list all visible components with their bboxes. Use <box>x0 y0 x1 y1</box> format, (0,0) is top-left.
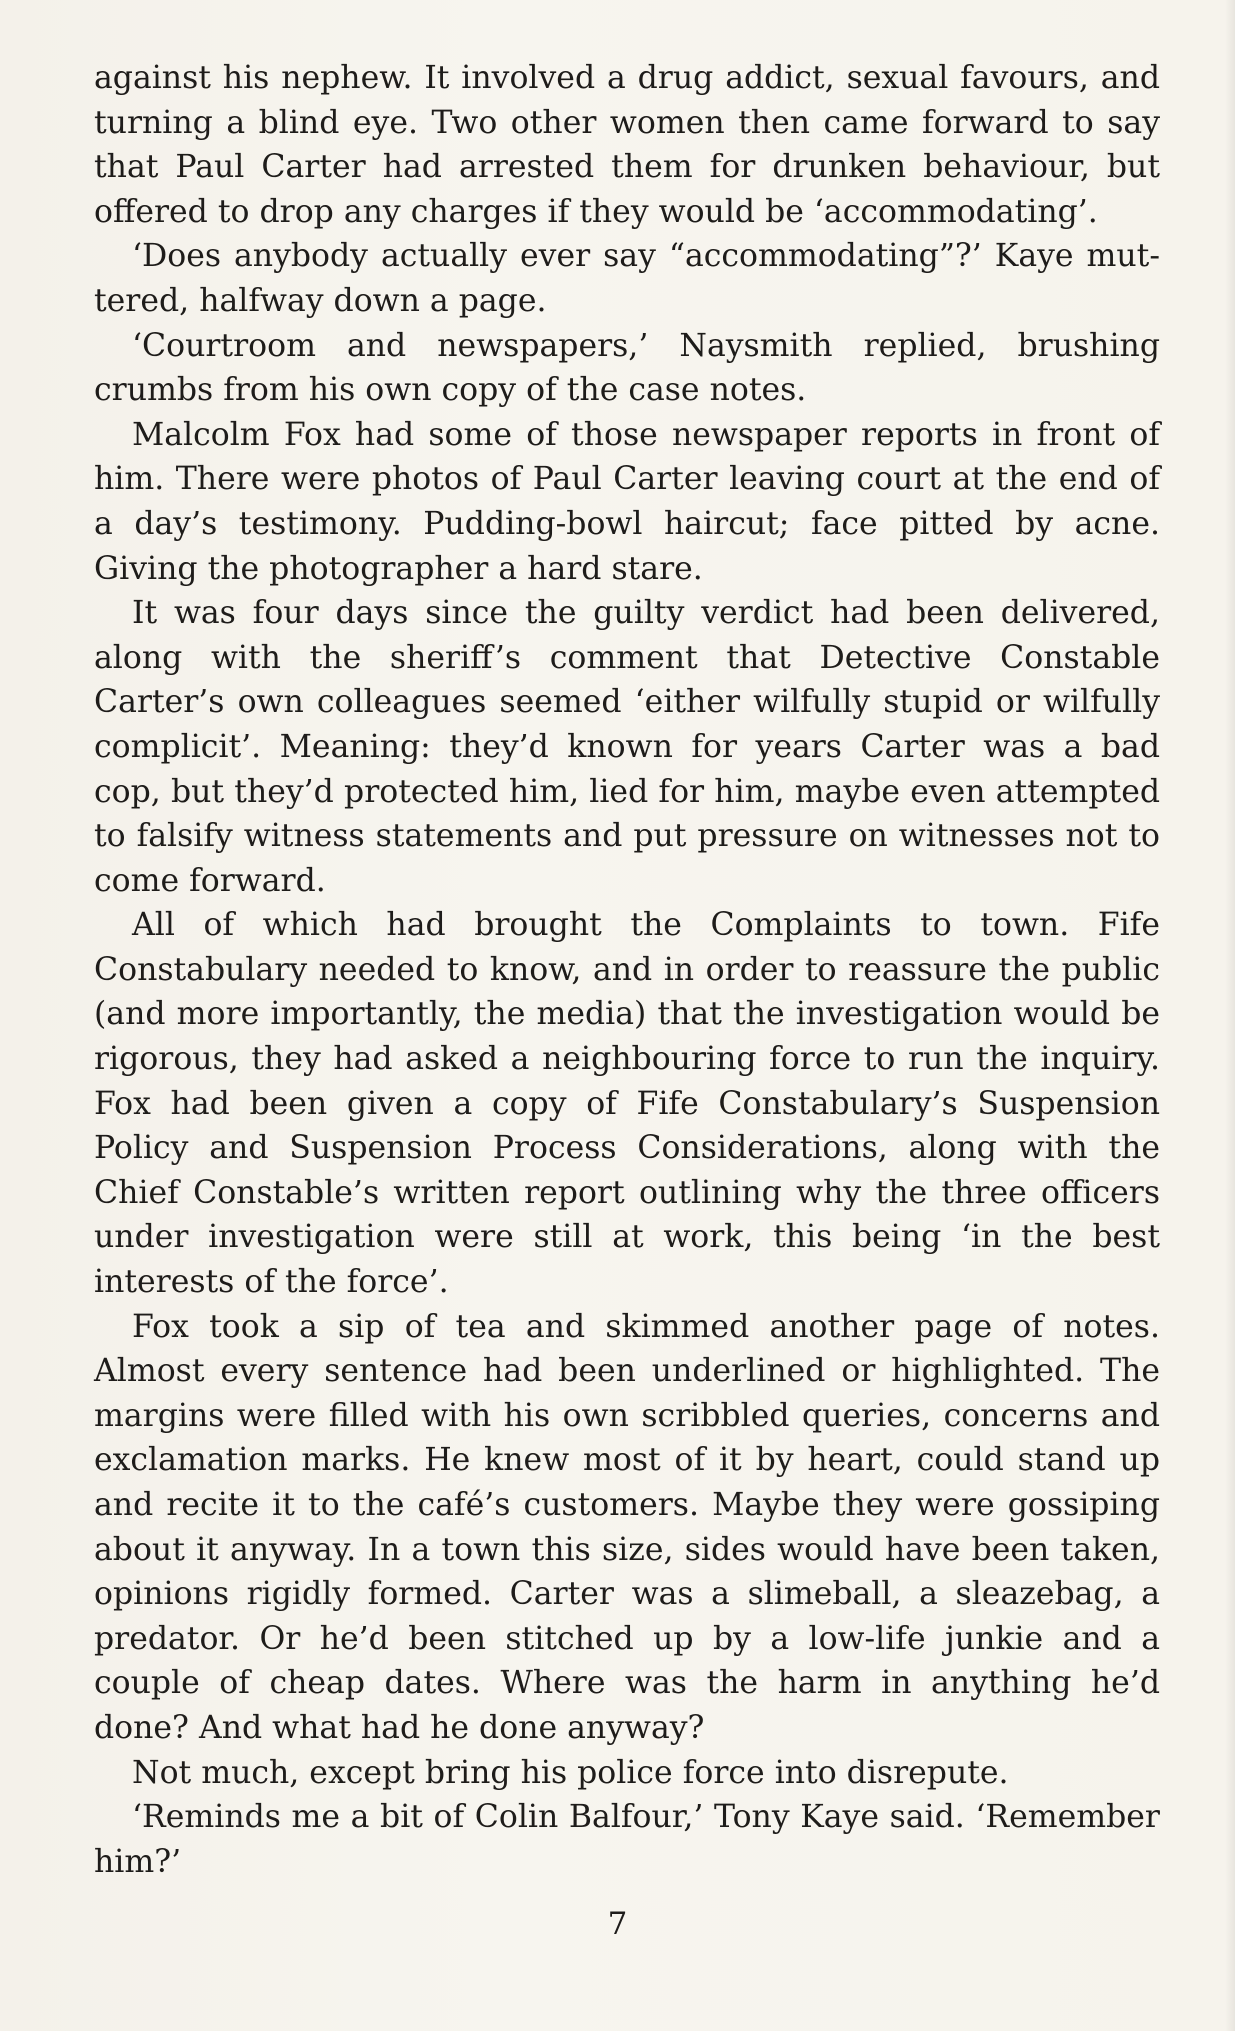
paragraph-7: Fox took a sip of tea and skimmed another page of notes. Almost every sentence had been underlined or highlighted. The margins were filled with his own scribbled queries, concerns and exclamation marks. He knew most of it by heart, could stand up and recite it to the café’s customers. Maybe they were gossiping about it anyway. In a town this size, sides would have been taken, opinions rigidly formed. Carter was a slimeball, a sleazebag, a predator. Or he’d been stitched up by a low-life junkie and a couple of cheap dates. Where was the harm in anything he’d done? And what had he done anyway? <box>94 1308 1160 1746</box>
paragraph-6: All of which had brought the Complaints to town. Fife Constabulary needed to know, and in order to reassure the public (and more importantly, the media) that the investigation would be rigorous, they had asked a neighbouring force to run the inquiry. Fox had been given a copy of Fife Constabulary’s Suspension Policy and Suspension Process Considerations, along with the Chief Constable’s written report outlining why the three officers under investigation were still at work, this being ‘in the best interests of the force’. <box>94 907 1160 1301</box>
paragraph-2: ‘Does anybody actually ever say “accommodating”?’ Kaye muttered, halfway down a page. <box>94 238 1160 319</box>
paragraph-1: against his nephew. It involved a drug addict, sexual favours, and turning a blind eye. Two other women then came forward to say that Paul Carter had arrested them for drunken behaviour, but offered to drop any charges if they would be ‘accommodating’. <box>94 60 1160 230</box>
paragraph-3: ‘Courtroom and newspapers,’ Naysmith replied, brushing crumbs from his own copy of the case notes. <box>94 327 1160 409</box>
paragraph-9: ‘Reminds me a bit of Colin Balfour,’ Tony Kaye said. ‘Remember him?’ <box>94 1799 1160 1880</box>
paragraph-5: It was four days since the guilty verdict had been delivered, along with the sheriff’s comment that Detective Constable Carter’s own colleagues seemed ‘either wilfully stupid or wilfully complicit’. Meaning: they’d known for years Carter was a bad cop, but they’d protected him, lied for him, maybe even attempted to falsify witness statements and put pressure on witnesses not to come forward. <box>94 595 1160 899</box>
paragraph-8: Not much, except bring his police force into disrepute. <box>132 1754 1009 1791</box>
paragraph-4: Malcolm Fox had some of those newspaper reports in front of him. There were photos of Paul Carter leaving court at the end of a day’s testimony. Pudding-bowl haircut; face pitted by acne. Giving the photographer a hard stare. <box>94 416 1160 587</box>
page-edge-shadow <box>1225 0 1235 2031</box>
page-number: 7 <box>607 1906 628 1942</box>
body-text <box>94 56 1160 1884</box>
